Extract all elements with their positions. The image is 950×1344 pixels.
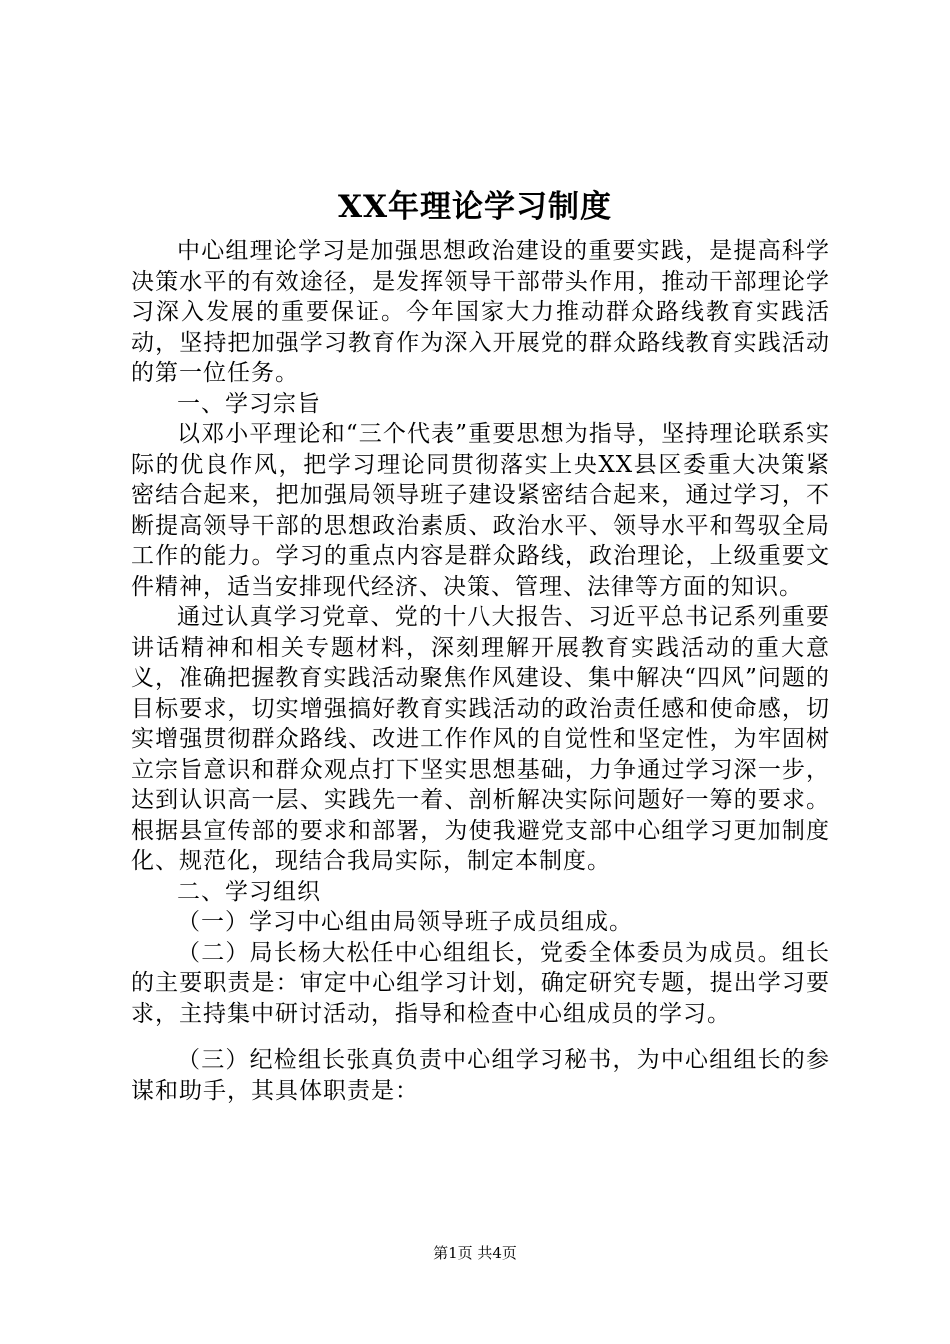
- paragraph-study-goals: 通过认真学习党章、党的十八大报告、习近平总书记系列重要讲话精神和相关专题材料，深刻理解开展教育实践活动的重大意义，准确把握教育实践活动聚焦作风建设、集中解决“四风”问题的目标要求，切实增强搞好教育实践活动的政治责任感和使命感，切实增强贯彻群众路线、改进工作作风的自觉性和坚定性，为牢固树立宗旨意识和群众观点打下坚实思想基础，力争通过学习深一步，达到认识高一层、实践先一着、剖析解决实际问题好一筹的要求。根据县宣传部的要求和部署，为使我避党支部中心组学习更加制度化、规范化，现结合我局实际，制定本制度。: [131, 604, 830, 874]
- page-footer: 第1页 共4页: [433, 1244, 517, 1262]
- paragraph-organization-1: （一）学习中心组由局领导班子成员组成。: [177, 909, 633, 935]
- document-title: XX年理论学习制度: [337, 189, 613, 225]
- paragraph-organization-3: （三）纪检组长张真负责中心组学习秘书，为中心组组长的参谋和助手，其具体职责是：: [131, 1047, 830, 1104]
- paragraph-organization-2: （二）局长杨大松任中心组组长，党委全体委员为成员。组长的主要职责是：审定中心组学习计划，确定研究专题，提出学习要求，主持集中研讨活动，指导和检查中心组成员的学习。: [131, 939, 830, 1027]
- paragraph-purpose: 以邓小平理论和“三个代表”重要思想为指导，坚持理论联系实际的优良作风，把学习理论同贯彻落实上央XX县区委重大决策紧密结合起来，把加强局领导班子建设紧密结合起来，通过学习，不断提高领导干部的思想政治素质、政治水平、领导水平和驾驭全局工作的能力。学习的重点内容是群众路线，政治理论，上级重要文件精神，适当安排现代经济、决策、管理、法律等方面的知识。: [131, 421, 830, 600]
- section-heading-purpose: 一、学习宗旨: [177, 390, 321, 417]
- paragraph-intro: 中心组理论学习是加强思想政治建设的重要实践，是提高科学决策水平的有效途径，是发挥领导干部带头作用，推动干部理论学习深入发展的重要保证。今年国家大力推动群众路线教育实践活动，坚持把加强学习教育作为深入开展党的群众路线教育实践活动的第一位任务。: [131, 238, 830, 386]
- section-heading-organization: 二、学习组织: [177, 878, 321, 905]
- document-body: [131, 236, 830, 1106]
